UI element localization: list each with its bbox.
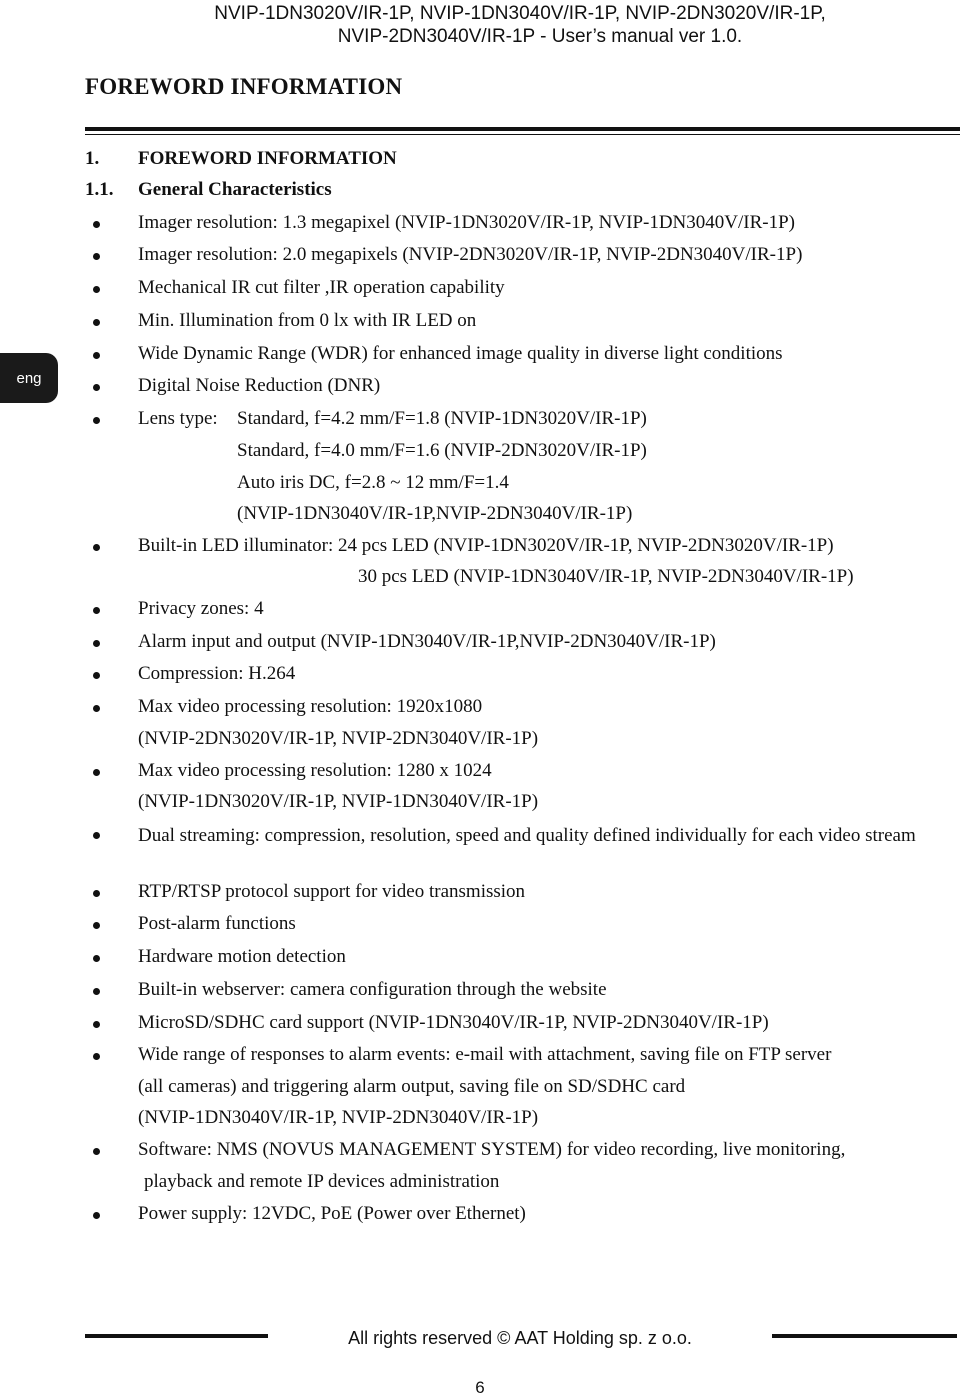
bullet-icon [90, 669, 102, 681]
bullet-icon [90, 887, 102, 899]
list-item: Mechanical IR cut filter ,IR operation capability [138, 277, 505, 298]
bullet-icon [90, 952, 102, 964]
bullet-icon [90, 283, 102, 295]
footer-rule-right [772, 1334, 957, 1338]
list-item: Min. Illumination from 0 lx with IR LED on [138, 310, 477, 331]
bullet-icon [90, 414, 102, 426]
list-item: Imager resolution: 1.3 megapixel (NVIP-1DN3020V/IR-1P, NVIP-1DN3040V/IR-1P) [138, 212, 796, 233]
list-item-continuation: (NVIP-1DN3020V/IR-1P, NVIP-1DN3040V/IR-1P) [138, 791, 539, 812]
list-item: Compression: H.264 [138, 663, 296, 684]
lens-option: (NVIP-1DN3040V/IR-1P,NVIP-2DN3040V/IR-1P) [237, 503, 633, 524]
bullet-icon [90, 829, 102, 841]
language-tab: eng [0, 353, 58, 403]
header-line-2: NVIP-2DN3040V/IR-1P - User’s manual ver 1.0. [337, 26, 743, 47]
list-item-continuation: (all cameras) and triggering alarm output, saving file on SD/SDHC card [138, 1076, 686, 1097]
bullet-icon [90, 316, 102, 328]
bullet-icon [90, 250, 102, 262]
list-item: Max video processing resolution: 1280 x 1024 [138, 760, 492, 781]
page-header [0, 2, 960, 48]
bullet-icon [90, 1209, 102, 1221]
list-item: Built-in webserver: camera configuration through the website [138, 979, 607, 1000]
title-rule-thick [85, 127, 960, 131]
bullet-icon [90, 604, 102, 616]
bullet-icon [90, 381, 102, 393]
list-item: Dual streaming: compression, resolution, speed and quality defined individually for each video stream [138, 825, 916, 846]
title-rule-thin [85, 134, 960, 135]
heading-1-1-text: General Characteristics [138, 179, 332, 200]
lens-option: Standard, f=4.0 mm/F=1.6 (NVIP-2DN3020V/IR-1P) [237, 440, 647, 461]
list-item-continuation: 30 pcs LED (NVIP-1DN3040V/IR-1P, NVIP-2DN3040V/IR-1P) [358, 566, 854, 587]
list-item: Post-alarm functions [138, 913, 296, 934]
page-number: 6 [475, 1378, 485, 1397]
heading-1-text: FOREWORD INFORMATION [138, 148, 397, 169]
list-item: MicroSD/SDHC card support (NVIP-1DN3040V/IR-1P, NVIP-2DN3040V/IR-1P) [138, 1012, 769, 1033]
header-line-1: NVIP-1DN3020V/IR-1P, NVIP-1DN3040V/IR-1P, NVIP-2DN3020V/IR-1P, [214, 3, 826, 24]
list-item: Wide Dynamic Range (WDR) for enhanced image quality in diverse light conditions [138, 343, 783, 364]
bullet-icon [90, 349, 102, 361]
bullet-icon [90, 702, 102, 714]
bullet-icon [90, 218, 102, 230]
section-title: FOREWORD INFORMATION [85, 74, 403, 99]
footer-rule-left [85, 1334, 268, 1338]
lens-option: Standard, f=4.2 mm/F=1.8 (NVIP-1DN3020V/IR-1P) [237, 408, 647, 429]
bullet-icon [90, 985, 102, 997]
list-item: Wide range of responses to alarm events: e-mail with attachment, saving file on FTP server [138, 1044, 832, 1065]
bullet-icon [90, 1145, 102, 1157]
list-item: Max video processing resolution: 1920x1080 [138, 696, 483, 717]
bullet-icon [90, 1050, 102, 1062]
list-item: Imager resolution: 2.0 megapixels (NVIP-2DN3020V/IR-1P, NVIP-2DN3040V/IR-1P) [138, 244, 803, 265]
footer-copyright: All rights reserved © AAT Holding sp. z o.o. [348, 1328, 692, 1348]
bullet-icon [90, 1018, 102, 1030]
bullet-icon [90, 766, 102, 778]
lens-option: Auto iris DC, f=2.8 ~ 12 mm/F=1.4 [237, 472, 509, 493]
list-item: Software: NMS (NOVUS MANAGEMENT SYSTEM) for video recording, live monitoring, [138, 1139, 846, 1160]
heading-1-1-number: 1.1. [85, 179, 114, 200]
lens-type-label: Lens type: [138, 408, 218, 429]
list-item-continuation: (NVIP-2DN3020V/IR-1P, NVIP-2DN3040V/IR-1P) [138, 728, 539, 749]
list-item-continuation: playback and remote IP devices administration [144, 1171, 500, 1192]
heading-1-number: 1. [85, 148, 100, 169]
list-item-continuation: (NVIP-1DN3040V/IR-1P, NVIP-2DN3040V/IR-1P) [138, 1107, 539, 1128]
list-item: Power supply: 12VDC, PoE (Power over Ethernet) [138, 1203, 526, 1224]
list-item: Built-in LED illuminator: 24 pcs LED (NVIP-1DN3020V/IR-1P, NVIP-2DN3020V/IR-1P) [138, 535, 834, 556]
bullet-icon [90, 919, 102, 931]
bullet-icon [90, 541, 102, 553]
list-item: Hardware motion detection [138, 946, 346, 967]
list-item: Alarm input and output (NVIP-1DN3040V/IR-1P,NVIP-2DN3040V/IR-1P) [138, 631, 716, 652]
list-item: Digital Noise Reduction (DNR) [138, 375, 381, 396]
list-item: Privacy zones: 4 [138, 598, 264, 619]
bullet-icon [90, 637, 102, 649]
list-item: RTP/RTSP protocol support for video transmission [138, 881, 526, 902]
